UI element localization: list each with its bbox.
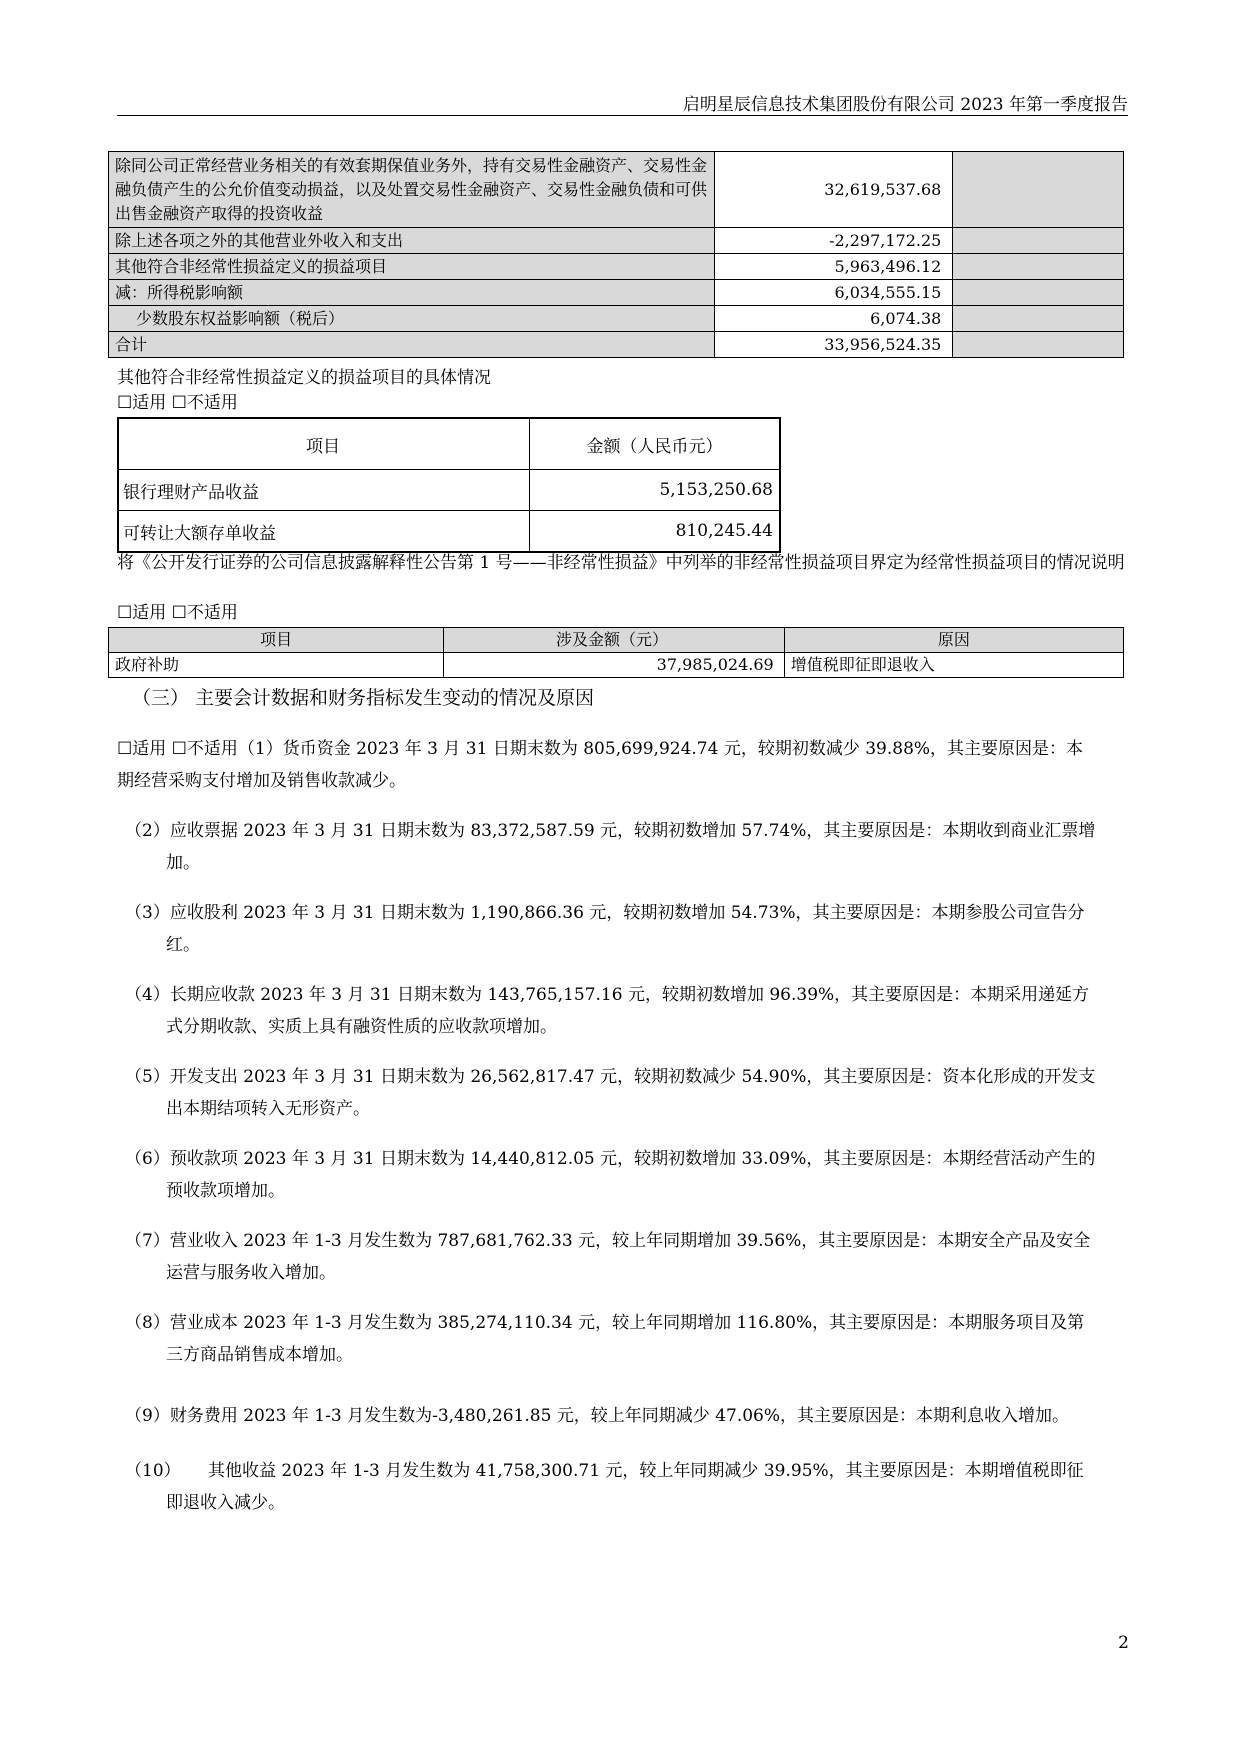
item-label: （3） (125, 903, 170, 923)
list-item (117, 733, 1125, 797)
note-cell (953, 332, 1124, 358)
header-item: 项目 (118, 418, 529, 470)
item-text: 应收股利 2023 年 3 月 31 日期末数为 1,190,866.36 元，较期初数增加 54.73%，其主要原因是：本期参股公司宣告分 (169, 903, 1085, 923)
item-text: 营业成本 2023 年 1-3 月发生数为 385,274,110.34 元，较上年同期增加 116.80%，其主要原因是：本期服务项目及第 (169, 1313, 1085, 1333)
item-text: 应收票据 2023 年 3 月 31 日期末数为 83,372,587.59 元，较期初数增加 57.74%，其主要原因是：本期收到商业汇票增 (169, 821, 1096, 841)
item-text-cont: 运营与服务收入增加。 (166, 1263, 336, 1283)
item-cell: 银行理财产品收益 (118, 470, 529, 511)
table-row (118, 470, 780, 511)
item-label: （7） (125, 1231, 170, 1251)
table-row (109, 306, 1124, 332)
list-item (125, 1061, 1125, 1125)
page-header-title: 启明星辰信息技术集团股份有限公司 2023 年第一季度报告 (682, 95, 1128, 115)
item-text: 预收款项 2023 年 3 月 31 日期末数为 14,440,812.05 元，较期初数增加 33.09%，其主要原因是：本期经营活动产生的 (169, 1149, 1096, 1169)
amount-cell: 5,963,496.12 (714, 254, 953, 280)
item-cell: 除上述各项之外的其他营业外收入和支出 (109, 228, 715, 254)
item-text-cont: 预收款项增加。 (166, 1181, 285, 1201)
note-cell (953, 228, 1124, 254)
item-cell: 政府补助 (109, 653, 444, 678)
item-text: 其他收益 2023 年 1-3 月发生数为 41,758,300.71 元，较上年同期减少 39.95%，其主要原因是：本期增值税即征 (208, 1461, 1084, 1481)
list-item (125, 815, 1125, 879)
other-items-heading: 其他符合非经常性损益定义的损益项目的具体情况 (117, 368, 491, 388)
item-label: （9） (125, 1406, 170, 1426)
reason-cell: 增值税即征即退收入 (784, 653, 1123, 678)
item-label: （8） (125, 1313, 170, 1333)
amount-cell: 6,074.38 (714, 306, 953, 332)
note-cell (953, 280, 1124, 306)
item-text-cont: 三方商品销售成本增加。 (166, 1345, 353, 1365)
table-row (118, 511, 780, 553)
item-cell: 合计 (109, 332, 715, 358)
defined-items-text: 将《公开发行证券的公司信息披露解释性公告第 1 号——非经常性损益》中列举的非经常性损益项目界定为经常性损益项目的情况说明 (117, 553, 1125, 573)
list-item (125, 897, 1125, 961)
item-cell: 少数股东权益影响额（税后） (109, 306, 715, 332)
item-cell: 除同公司正常经营业务相关的有效套期保值业务外，持有交易性金融资产、交易性金融负债产生的公允价值变动损益，以及处置交易性金融资产、交易性金融负债和可供出售金融资产取得的投资收益 (109, 152, 715, 228)
other-items-applicable: ☐适用 ☐不适用 (117, 393, 238, 413)
table-row (109, 228, 1124, 254)
list-item (125, 1400, 1125, 1432)
list-item (125, 1225, 1125, 1289)
section-three-title: （三） 主要会计数据和财务指标发生变动的情况及原因 (132, 687, 595, 709)
item-label: （10） (125, 1461, 181, 1481)
table-row (109, 152, 1124, 228)
amount-cell: 810,245.44 (529, 511, 780, 553)
amount-cell: 37,985,024.69 (444, 653, 784, 678)
item-text-cont: 式分期收款、实质上具有融资性质的应收款项增加。 (166, 1017, 557, 1037)
list-item (125, 1143, 1125, 1207)
item-label: ☐适用 ☐不适用（1） (117, 739, 283, 759)
other-items-table (117, 417, 781, 553)
amount-cell: 6,034,555.15 (714, 280, 953, 306)
defined-items-table (108, 627, 1124, 678)
item-text: 长期应收款 2023 年 3 月 31 日期末数为 143,765,157.16 元，较期初数增加 96.39%，其主要原因是：本期采用递延方 (169, 985, 1090, 1005)
note-cell (953, 152, 1124, 228)
table-header-row (109, 628, 1124, 653)
amount-cell: -2,297,172.25 (714, 228, 953, 254)
header-amount: 涉及金额（元） (444, 628, 784, 653)
amount-cell: 33,956,524.35 (714, 332, 953, 358)
amount-cell: 32,619,537.68 (714, 152, 953, 228)
item-text: 财务费用 2023 年 1-3 月发生数为-3,480,261.85 元，较上年同期减少 47.06%，其主要原因是：本期利息收入增加。 (169, 1406, 1070, 1426)
item-cell: 其他符合非经常性损益定义的损益项目 (109, 254, 715, 280)
item-label: （5） (125, 1067, 170, 1087)
header-item: 项目 (109, 628, 444, 653)
list-item (125, 1455, 1125, 1519)
note-cell (953, 254, 1124, 280)
list-item (125, 1307, 1125, 1371)
item-label: （4） (125, 985, 170, 1005)
header-amount: 金额（人民币元） (529, 418, 780, 470)
item-text: 营业收入 2023 年 1-3 月发生数为 787,681,762.33 元，较上年同期增加 39.56%，其主要原因是：本期安全产品及安全 (169, 1231, 1091, 1251)
amount-cell: 5,153,250.68 (529, 470, 780, 511)
item-label: （2） (125, 821, 170, 841)
item-text-cont: 出本期结项转入无形资产。 (166, 1099, 370, 1119)
item-text: 货币资金 2023 年 3 月 31 日期末数为 805,699,924.74 元，较期初数减少 39.88%，其主要原因是：本 (282, 739, 1084, 759)
item-text-cont: 红。 (166, 935, 200, 955)
table-header-row (118, 418, 780, 470)
item-label: （6） (125, 1149, 170, 1169)
page-number: 2 (1118, 1633, 1129, 1653)
note-cell (953, 306, 1124, 332)
table-row (109, 280, 1124, 306)
item-text-cont: 即退收入减少。 (166, 1493, 285, 1513)
table-row-total (109, 332, 1124, 358)
item-cell: 减：所得税影响额 (109, 280, 715, 306)
header-reason: 原因 (784, 628, 1123, 653)
nonrecurring-items-table (108, 151, 1124, 358)
header-divider (117, 115, 1128, 116)
list-item (125, 979, 1125, 1043)
table-row (109, 254, 1124, 280)
item-text-cont: 加。 (166, 853, 200, 873)
item-text: 开发支出 2023 年 3 月 31 日期末数为 26,562,817.47 元，较期初数减少 54.90%，其主要原因是：资本化形成的开发支 (169, 1067, 1096, 1087)
defined-items-applicable: ☐适用 ☐不适用 (117, 603, 238, 623)
item-cell: 可转让大额存单收益 (118, 511, 529, 553)
table-row (109, 653, 1124, 678)
item-text-cont: 期经营采购支付增加及销售收款减少。 (117, 771, 406, 791)
